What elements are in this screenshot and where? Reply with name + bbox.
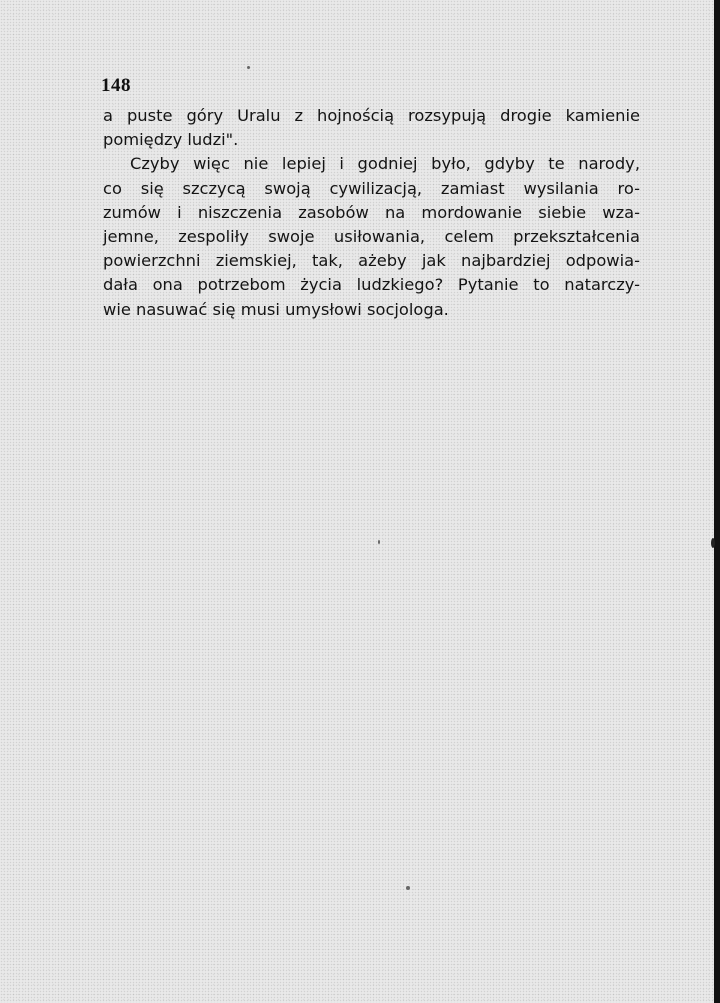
body-text bbox=[103, 104, 640, 322]
text-line: zumów i niszczenia zasobów na mordowanie siebie wza- bbox=[103, 202, 640, 222]
text-line: wie nasuwać się musi umysłowi socjologa. bbox=[103, 299, 449, 319]
ink-speck bbox=[406, 886, 410, 890]
text-line: powierzchni ziemskiej, tak, ażeby jak najbardziej odpowia- bbox=[103, 251, 640, 271]
ink-speck bbox=[378, 540, 380, 544]
page-edge-shadow bbox=[714, 0, 720, 1003]
text-line: co się szczycą swoją cywilizacją, zamiast wysilania ro- bbox=[103, 178, 640, 198]
text-line: a puste góry Uralu z hojnością rozsypują drogie kamienie bbox=[103, 106, 640, 125]
page-number: 148 bbox=[101, 75, 131, 96]
text-line: jemne, zespoliły swoje usiłowania, celem przekształcenia bbox=[103, 226, 640, 246]
text-line: dała ona potrzebom życia ludzkiego? Pytanie to natarczy- bbox=[103, 275, 640, 295]
text-line: pomiędzy ludzi". bbox=[103, 130, 239, 150]
text-line: Czyby więc nie lepiej i godniej było, gdyby te narody, bbox=[130, 154, 640, 174]
ink-speck bbox=[711, 538, 715, 548]
ink-speck bbox=[247, 66, 250, 69]
